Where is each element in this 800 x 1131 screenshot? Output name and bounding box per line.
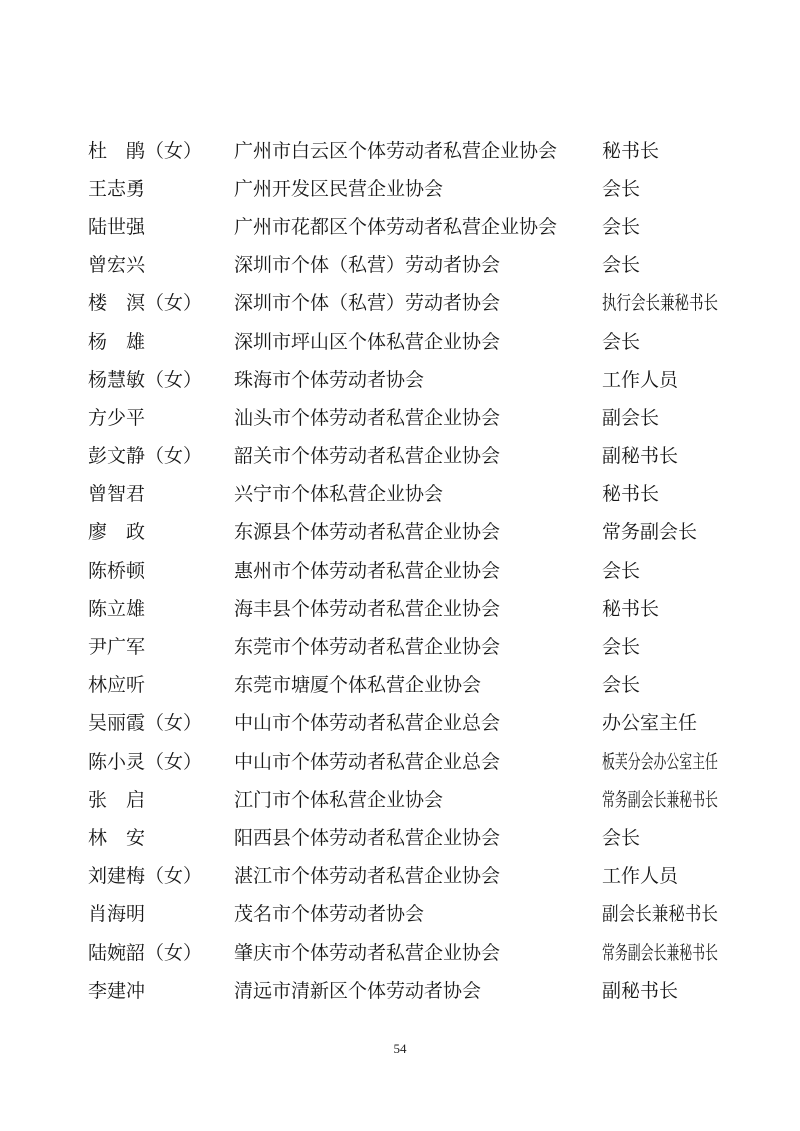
name-cell: 李建冲 — [88, 980, 146, 1002]
org-cell: 肇庆市个体劳动者私营企业协会 — [234, 942, 501, 964]
title-text: 秘书长 — [602, 140, 660, 162]
org-cell: 湛江市个体劳动者私营企业协会 — [234, 866, 501, 888]
name-cell: 王志勇 — [88, 178, 146, 200]
org-cell: 深圳市个体（私营）劳动者协会 — [234, 255, 501, 277]
org-cell: 珠海市个体劳动者协会 — [234, 369, 425, 391]
title-text: 常务副会长兼秘书长 — [602, 789, 718, 811]
title-text: 副会长 — [602, 407, 660, 429]
org-cell: 清远市清新区个体劳动者协会 — [234, 980, 482, 1002]
title-text: 会长 — [602, 331, 641, 353]
title-cell — [602, 485, 748, 504]
org-cell: 海丰县个体劳动者私营企业协会 — [234, 598, 501, 620]
table-row — [88, 170, 748, 208]
name-cell: 方少平 — [88, 407, 146, 429]
table-row — [88, 781, 748, 819]
table-row — [88, 743, 748, 781]
org-cell: 阳西县个体劳动者私营企业协会 — [234, 827, 501, 849]
name-cell: 陆婉韶（女） — [88, 942, 203, 964]
title-text: 工作人员 — [602, 866, 679, 888]
org-cell: 兴宁市个体私营企业协会 — [234, 484, 444, 506]
name-cell: 刘建梅（女） — [88, 866, 203, 888]
title-cell — [602, 218, 748, 237]
title-cell — [602, 829, 748, 848]
page-number: 54 — [393, 1041, 407, 1056]
org-cell: 广州市白云区个体劳动者私营企业协会 — [234, 140, 558, 162]
title-cell — [602, 714, 748, 733]
table-row — [88, 628, 748, 666]
name-cell: 彭文静（女） — [88, 446, 203, 468]
title-text: 副秘书长 — [602, 446, 679, 468]
name-cell: 张 启 — [88, 789, 146, 811]
title-text: 会长 — [602, 637, 641, 659]
title-cell — [602, 982, 748, 1001]
org-cell: 深圳市个体（私营）劳动者协会 — [234, 293, 501, 315]
org-cell: 中山市个体劳动者私营企业总会 — [234, 713, 501, 735]
name-cell: 林应听 — [88, 675, 146, 697]
title-text: 办公室主任 — [602, 713, 698, 735]
name-cell: 吴丽霞（女） — [88, 713, 203, 735]
table-row — [88, 323, 748, 361]
table-row — [88, 858, 748, 896]
table-row — [88, 514, 748, 552]
name-cell: 杜 鹃（女） — [88, 140, 203, 162]
org-cell: 东莞市塘厦个体私营企业协会 — [234, 675, 482, 697]
title-text: 板芙分会办公室主任 — [602, 751, 718, 773]
title-cell — [602, 409, 748, 428]
name-cell: 杨慧敏（女） — [88, 369, 203, 391]
title-cell — [602, 600, 748, 619]
name-cell: 陆世强 — [88, 216, 146, 238]
title-cell — [602, 294, 748, 313]
title-text: 秘书长 — [602, 598, 660, 620]
table-row — [88, 819, 748, 857]
org-cell: 江门市个体私营企业协会 — [234, 789, 444, 811]
table-row — [88, 438, 748, 476]
table-row — [88, 247, 748, 285]
title-text: 副会长兼秘书长 — [602, 904, 718, 926]
title-cell — [602, 142, 748, 161]
title-text: 会长 — [602, 560, 641, 582]
title-text: 会长 — [602, 255, 641, 277]
org-cell: 惠州市个体劳动者私营企业协会 — [234, 560, 501, 582]
title-cell — [602, 676, 748, 695]
org-cell: 韶关市个体劳动者私营企业协会 — [234, 446, 501, 468]
table-row — [88, 934, 748, 972]
title-cell — [602, 333, 748, 352]
name-cell: 廖 政 — [88, 522, 146, 544]
table-row — [88, 705, 748, 743]
org-cell: 茂名市个体劳动者协会 — [234, 904, 425, 926]
title-text: 会长 — [602, 827, 641, 849]
name-cell: 杨 雄 — [88, 331, 146, 353]
name-cell: 陈立雄 — [88, 598, 146, 620]
title-cell — [602, 562, 748, 581]
title-text: 会长 — [602, 178, 641, 200]
table-row — [88, 361, 748, 399]
table-row — [88, 208, 748, 246]
name-cell: 楼 溟（女） — [88, 293, 203, 315]
name-cell: 肖海明 — [88, 904, 146, 926]
name-cell: 尹广军 — [88, 637, 146, 659]
title-cell — [602, 638, 748, 657]
org-cell: 东莞市个体劳动者私营企业协会 — [234, 637, 501, 659]
title-text: 执行会长兼秘书长 — [602, 293, 718, 315]
title-text: 工作人员 — [602, 369, 679, 391]
table-row — [88, 972, 748, 1010]
name-cell: 陈桥顿 — [88, 560, 146, 582]
table-row — [88, 896, 748, 934]
org-cell: 广州市花都区个体劳动者私营企业协会 — [234, 216, 558, 238]
title-cell — [602, 867, 748, 886]
title-cell — [602, 523, 748, 542]
title-text: 会长 — [602, 675, 641, 697]
name-cell: 陈小灵（女） — [88, 751, 203, 773]
title-cell — [602, 944, 748, 963]
org-cell: 广州开发区民营企业协会 — [234, 178, 444, 200]
title-cell — [602, 180, 748, 199]
title-text: 会长 — [602, 216, 641, 238]
name-cell: 林 安 — [88, 827, 146, 849]
title-cell — [602, 753, 748, 772]
table-row — [88, 667, 748, 705]
name-cell: 曾宏兴 — [88, 255, 146, 277]
org-cell: 汕头市个体劳动者私营企业协会 — [234, 407, 501, 429]
title-text: 副秘书长 — [602, 980, 679, 1002]
title-cell — [602, 256, 748, 275]
title-cell — [602, 371, 748, 390]
org-cell: 东源县个体劳动者私营企业协会 — [234, 522, 501, 544]
title-cell — [602, 447, 748, 466]
name-cell: 曾智君 — [88, 484, 146, 506]
table-row — [88, 552, 748, 590]
title-text: 秘书长 — [602, 484, 660, 506]
table-row — [88, 399, 748, 437]
title-text: 常务副会长兼秘书长 — [602, 942, 718, 964]
title-cell — [602, 905, 748, 924]
title-text: 常务副会长 — [602, 522, 698, 544]
table-row — [88, 132, 748, 170]
table-row — [88, 476, 748, 514]
org-cell: 中山市个体劳动者私营企业总会 — [234, 751, 501, 773]
table-row — [88, 590, 748, 628]
roster-table — [88, 132, 748, 1010]
table-row — [88, 285, 748, 323]
title-cell — [602, 791, 748, 810]
org-cell: 深圳市坪山区个体私营企业协会 — [234, 331, 501, 353]
